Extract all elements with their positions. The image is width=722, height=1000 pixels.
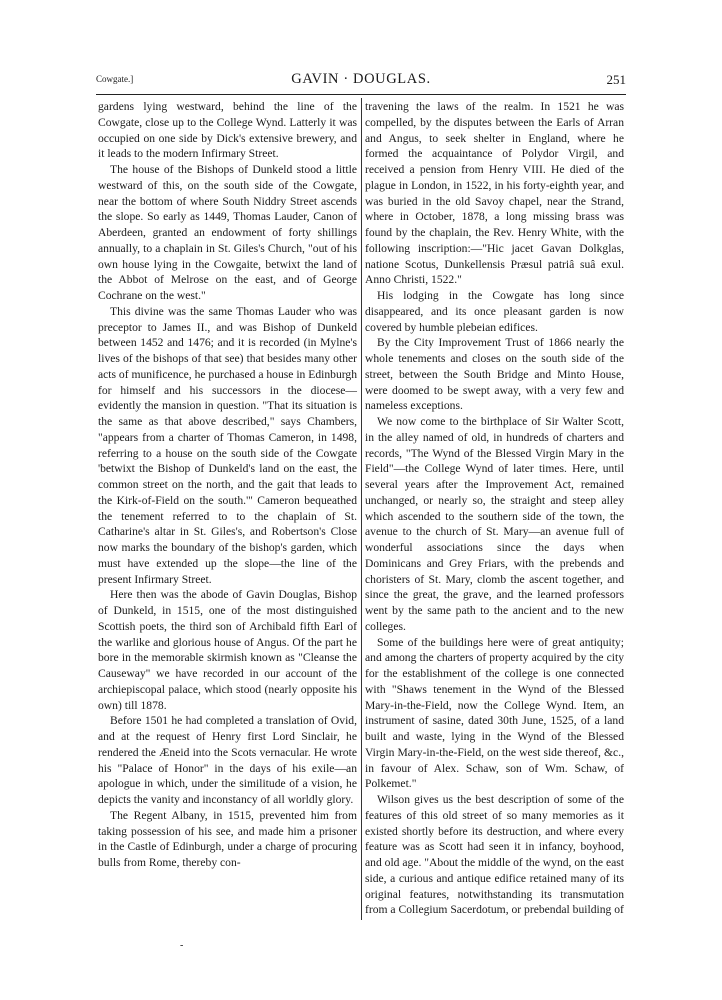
paragraph: By the City Improvement Trust of 1866 nearly the whole tenements and closes on the south side of the street, between the South Bridge and Minto House, were doomed to be swept away, with a very few and nameless exceptions. xyxy=(365,336,624,413)
paragraph: We now come to the birthplace of Sir Walter Scott, in the alley named of old, in hundreds of charters and records, "The Wynd of the Blessed Virgin Mary in the Field"—the College Wynd of later times. Here, until several years after the Improvement Act, remained unchanged, or nearly so, the straight and steep alley which ascended to the southern side of the town, the avenue to the church of St. Mary—an avenue full of wonderful associations since the days when Dominicans and Grey Friars, with the prebends and choristers of St. Mary, clomb the ascent together, and since the great, the grave, and the learned professors went by the same path to the ancient and to the new colleges. xyxy=(365,415,624,633)
left-column xyxy=(98,99,357,871)
page-number: 251 xyxy=(606,72,626,87)
paragraph: The Regent Albany, in 1515, prevented him from taking possession of his see, and made him a prisoner in the Castle of Edinburgh, under a charge of procuring bulls from Rome, thereby con- xyxy=(98,808,357,869)
paragraph: Wilson gives us the best description of some of the features of this old street of so many memories as it existed shortly before its destruction, and where every feature was as Scott had seen it in infancy, boyhood, and old age. "About the middle of the wynd, on the east side, a curious and antique edifice retained many of its original features, notwithstanding its transmutation from a Collegium Sacerdotum, or prebendal building of xyxy=(365,793,624,917)
section-label: Cowgate.] xyxy=(96,74,134,84)
running-header xyxy=(96,71,626,91)
paragraph: gardens lying westward, behind the line of the Cowgate, close up to the College Wynd. Latterly it was occupied on one side by Dick's extensive brewery, and it leads to the modern Infirmary Street. xyxy=(98,100,357,161)
footer-mark: - xyxy=(180,940,184,951)
column-divider xyxy=(361,98,362,920)
paragraph: Here then was the abode of Gavin Douglas, Bishop of Dunkeld, in 1515, one of the most distinguished Scottish poets, the third son of Archibald fifth Earl of the warlike and glorious house of Angus. Of the part he bore in the memorable skirmish known as "Cleanse the Causeway" we have recorded in our account of the archiepiscopal palace, which stood (nearly opposite his own) till 1878. xyxy=(98,588,357,712)
paragraph: Before 1501 he had completed a translation of Ovid, and at the request of Henry first Lord Sinclair, he rendered the Æneid into the Scots vernacular. He wrote his "Palace of Honor" in the days of his exile—an apologue in which, under the similitude of a vision, he depicts the vanity and inconstancy of all worldly glory. xyxy=(98,714,357,806)
paragraph: The house of the Bishops of Dunkeld stood a little westward of this, on the south side of the Cowgate, near the bottom of where South Niddry Street ascends the slope. So early as 1449, Thomas Lauder, Canon of Aberdeen, granted an endowment of forty shillings annually, to a chaplain in St. Giles's Church, "out of his own house lying in the Cowgaite, betwixt the land of the Abbot of Melrose on the east, and of George Cochrane on the west." xyxy=(98,163,357,302)
page-title: GAVIN · DOUGLAS. xyxy=(291,71,431,87)
paragraph: travening the laws of the realm. In 1521 he was compelled, by the disputes between the Earls of Arran and Angus, to seek shelter in England, where he formed the acquaintance of Polydor Virgil, and received a pension from Henry VIII. He died of the plague in London, in 1522, in his forty-eighth year, and was buried in the old Savoy chapel, near the Strand, where in October, 1878, a long missing brass was found by the chaplain, the Rev. Henry White, with the following inscription:—"Hic jacet Gavan Dolkglas, natione Scotus, Dunkellensis Præsul patriâ suâ exul. Anno Christi, 1522." xyxy=(365,100,624,287)
right-column xyxy=(365,99,624,918)
paragraph: Some of the buildings here were of great antiquity; and among the charters of property acquired by the city for the establishment of the college is one connected with "Shaws tenement in the Wynd of the Blessed Mary-in-the-Field, now the College Wynd. Item, an instrument of sasine, dated 30th June, 1525, of a land built and waste, lying in the Wynd of the Blessed Virgin Mary-in-the-Field, on the west side thereof, &c., in favour of Alex. Schaw, son of Wm. Schaw, of Polkemet." xyxy=(365,635,624,791)
header-rule xyxy=(96,94,626,95)
paragraph: His lodging in the Cowgate has long since disappeared, and its once pleasant garden is now covered by humble plebeian edifices. xyxy=(365,289,624,334)
paragraph: This divine was the same Thomas Lauder who was preceptor to James II., and was Bishop of Dunkeld between 1452 and 1476; and it is recorded (in Mylne's lives of the bishops of that see) that besides many other acts of munificence, he purchased a house in Edinburgh for himself and his successors in the diocese—evidently the mansion in question. "That its situation is the same as that above described," says Chambers, "appears from a charter of Thomas Cameron, in 1498, referring to a house on the south side of the Cowgate 'betwixt the Bishop of Dunkeld's land on the east, the common street on the north, and the gait that leads to the Kirk-of-Field on the south.'" Cameron bequeathed the tenement referred to to the chaplain of St. Catharine's altar in St. Giles's, and Robertson's Close now marks the boundary of the bishop's garden, which must have extended up the slope—the line of the present Infirmary Street. xyxy=(98,304,357,586)
